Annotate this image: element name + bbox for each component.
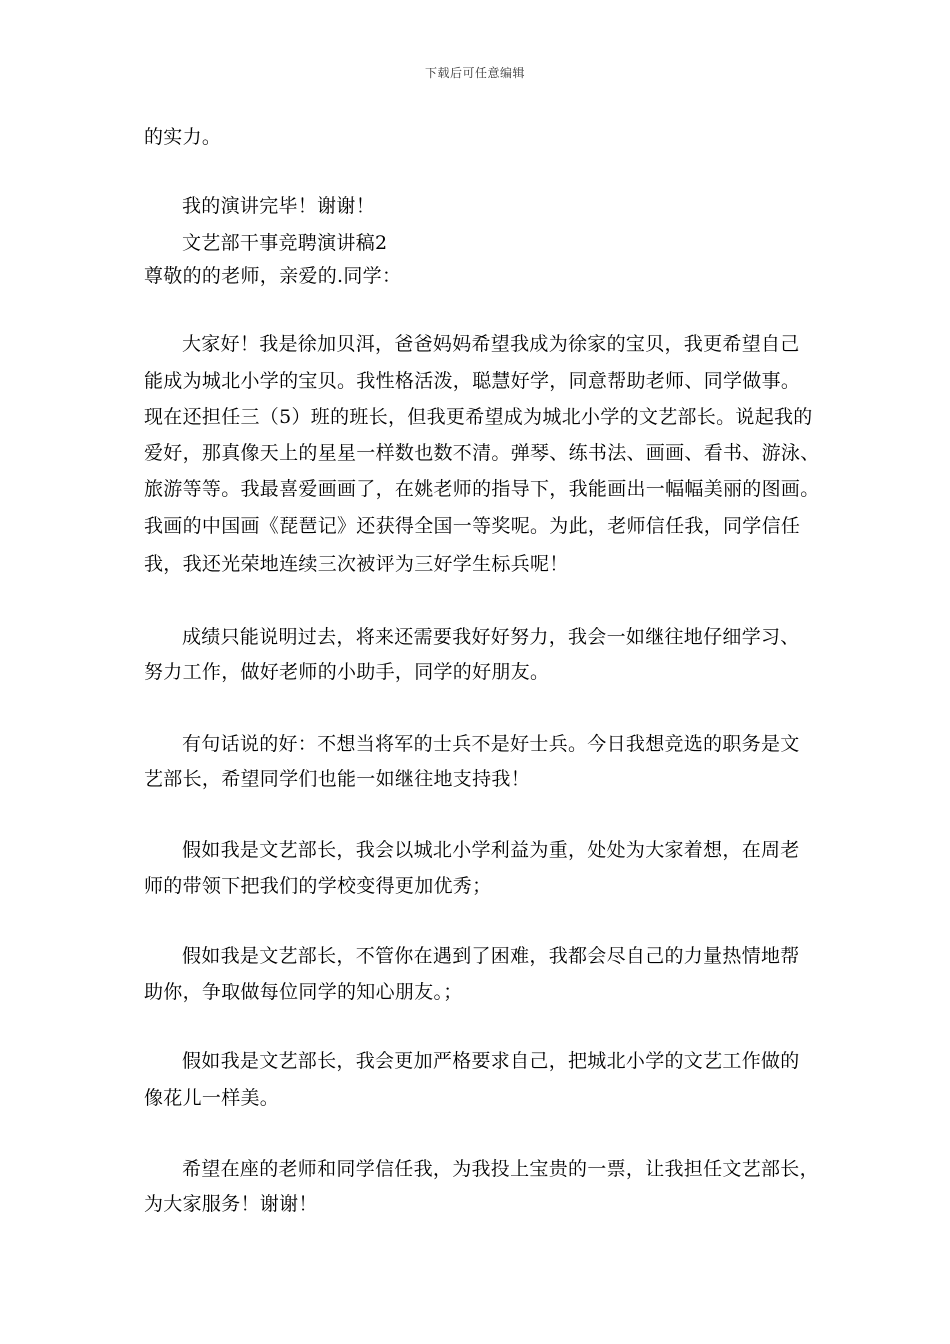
body-line: 我画的中国画《琵琶记》还获得全国一等奖呢。为此，老师信任我，同学信任 [144,515,801,537]
body-line: 大家好！我是徐加贝洱，爸爸妈妈希望我成为徐家的宝贝，我更希望自己 [182,333,800,355]
body-line: 为大家服务！谢谢！ [144,1193,318,1215]
body-line: 艺部长，希望同学们也能一如继往地支持我！ [144,768,531,790]
body-line: 爱好，那真像天上的星星一样数也数不清。弹琴、练书法、画画、看书、游泳、 [144,442,820,464]
body-line: 假如我是文艺部长，我会以城北小学利益为重，处处为大家着想，在周老 [182,839,800,861]
body-line: 的实力。 [144,126,222,148]
body-line: 成绩只能说明过去，将来还需要我好好努力，我会一如继往地仔细学习、 [182,626,800,648]
section-title: 文艺部干事竞聘演讲稿2 [182,232,388,254]
body-line: 助你，争取做每位同学的知心朋友。； [144,981,463,1003]
body-line: 现在还担任三（5）班的班长，但我更希望成为城北小学的文艺部长。说起我的 [144,406,813,428]
body-line: 我，我还光荣地连续三次被评为三好学生标兵呢！ [144,553,569,575]
body-line: 能成为城北小学的宝贝。我性格活泼，聪慧好学，同意帮助老师、同学做事。 [144,370,801,392]
salutation: 尊敬的的老师，亲爱的.同学： [144,265,402,287]
body-line: 师的带领下把我们的学校变得更加优秀； [144,875,492,897]
body-line: 我的演讲完毕！谢谢！ [182,195,376,217]
body-line: 像花儿一样美。 [144,1087,280,1109]
body-line: 旅游等等。我最喜爱画画了，在姚老师的指导下，我能画出一幅幅美丽的图画。 [144,478,820,500]
body-line: 假如我是文艺部长，我会更加严格要求自己，把城北小学的文艺工作做的 [182,1050,800,1072]
body-line: 假如我是文艺部长，不管你在遇到了困难，我都会尽自己的力量热情地帮 [182,945,800,967]
body-line: 有句话说的好：不想当将军的士兵不是好士兵。今日我想竞选的职务是文 [182,733,800,755]
body-line: 希望在座的老师和同学信任我，为我投上宝贵的一票，让我担任文艺部长， [182,1158,819,1180]
body-line: 努力工作，做好老师的小助手，同学的好朋友。 [144,661,550,683]
page-header: 下载后可任意编辑 [424,66,525,80]
